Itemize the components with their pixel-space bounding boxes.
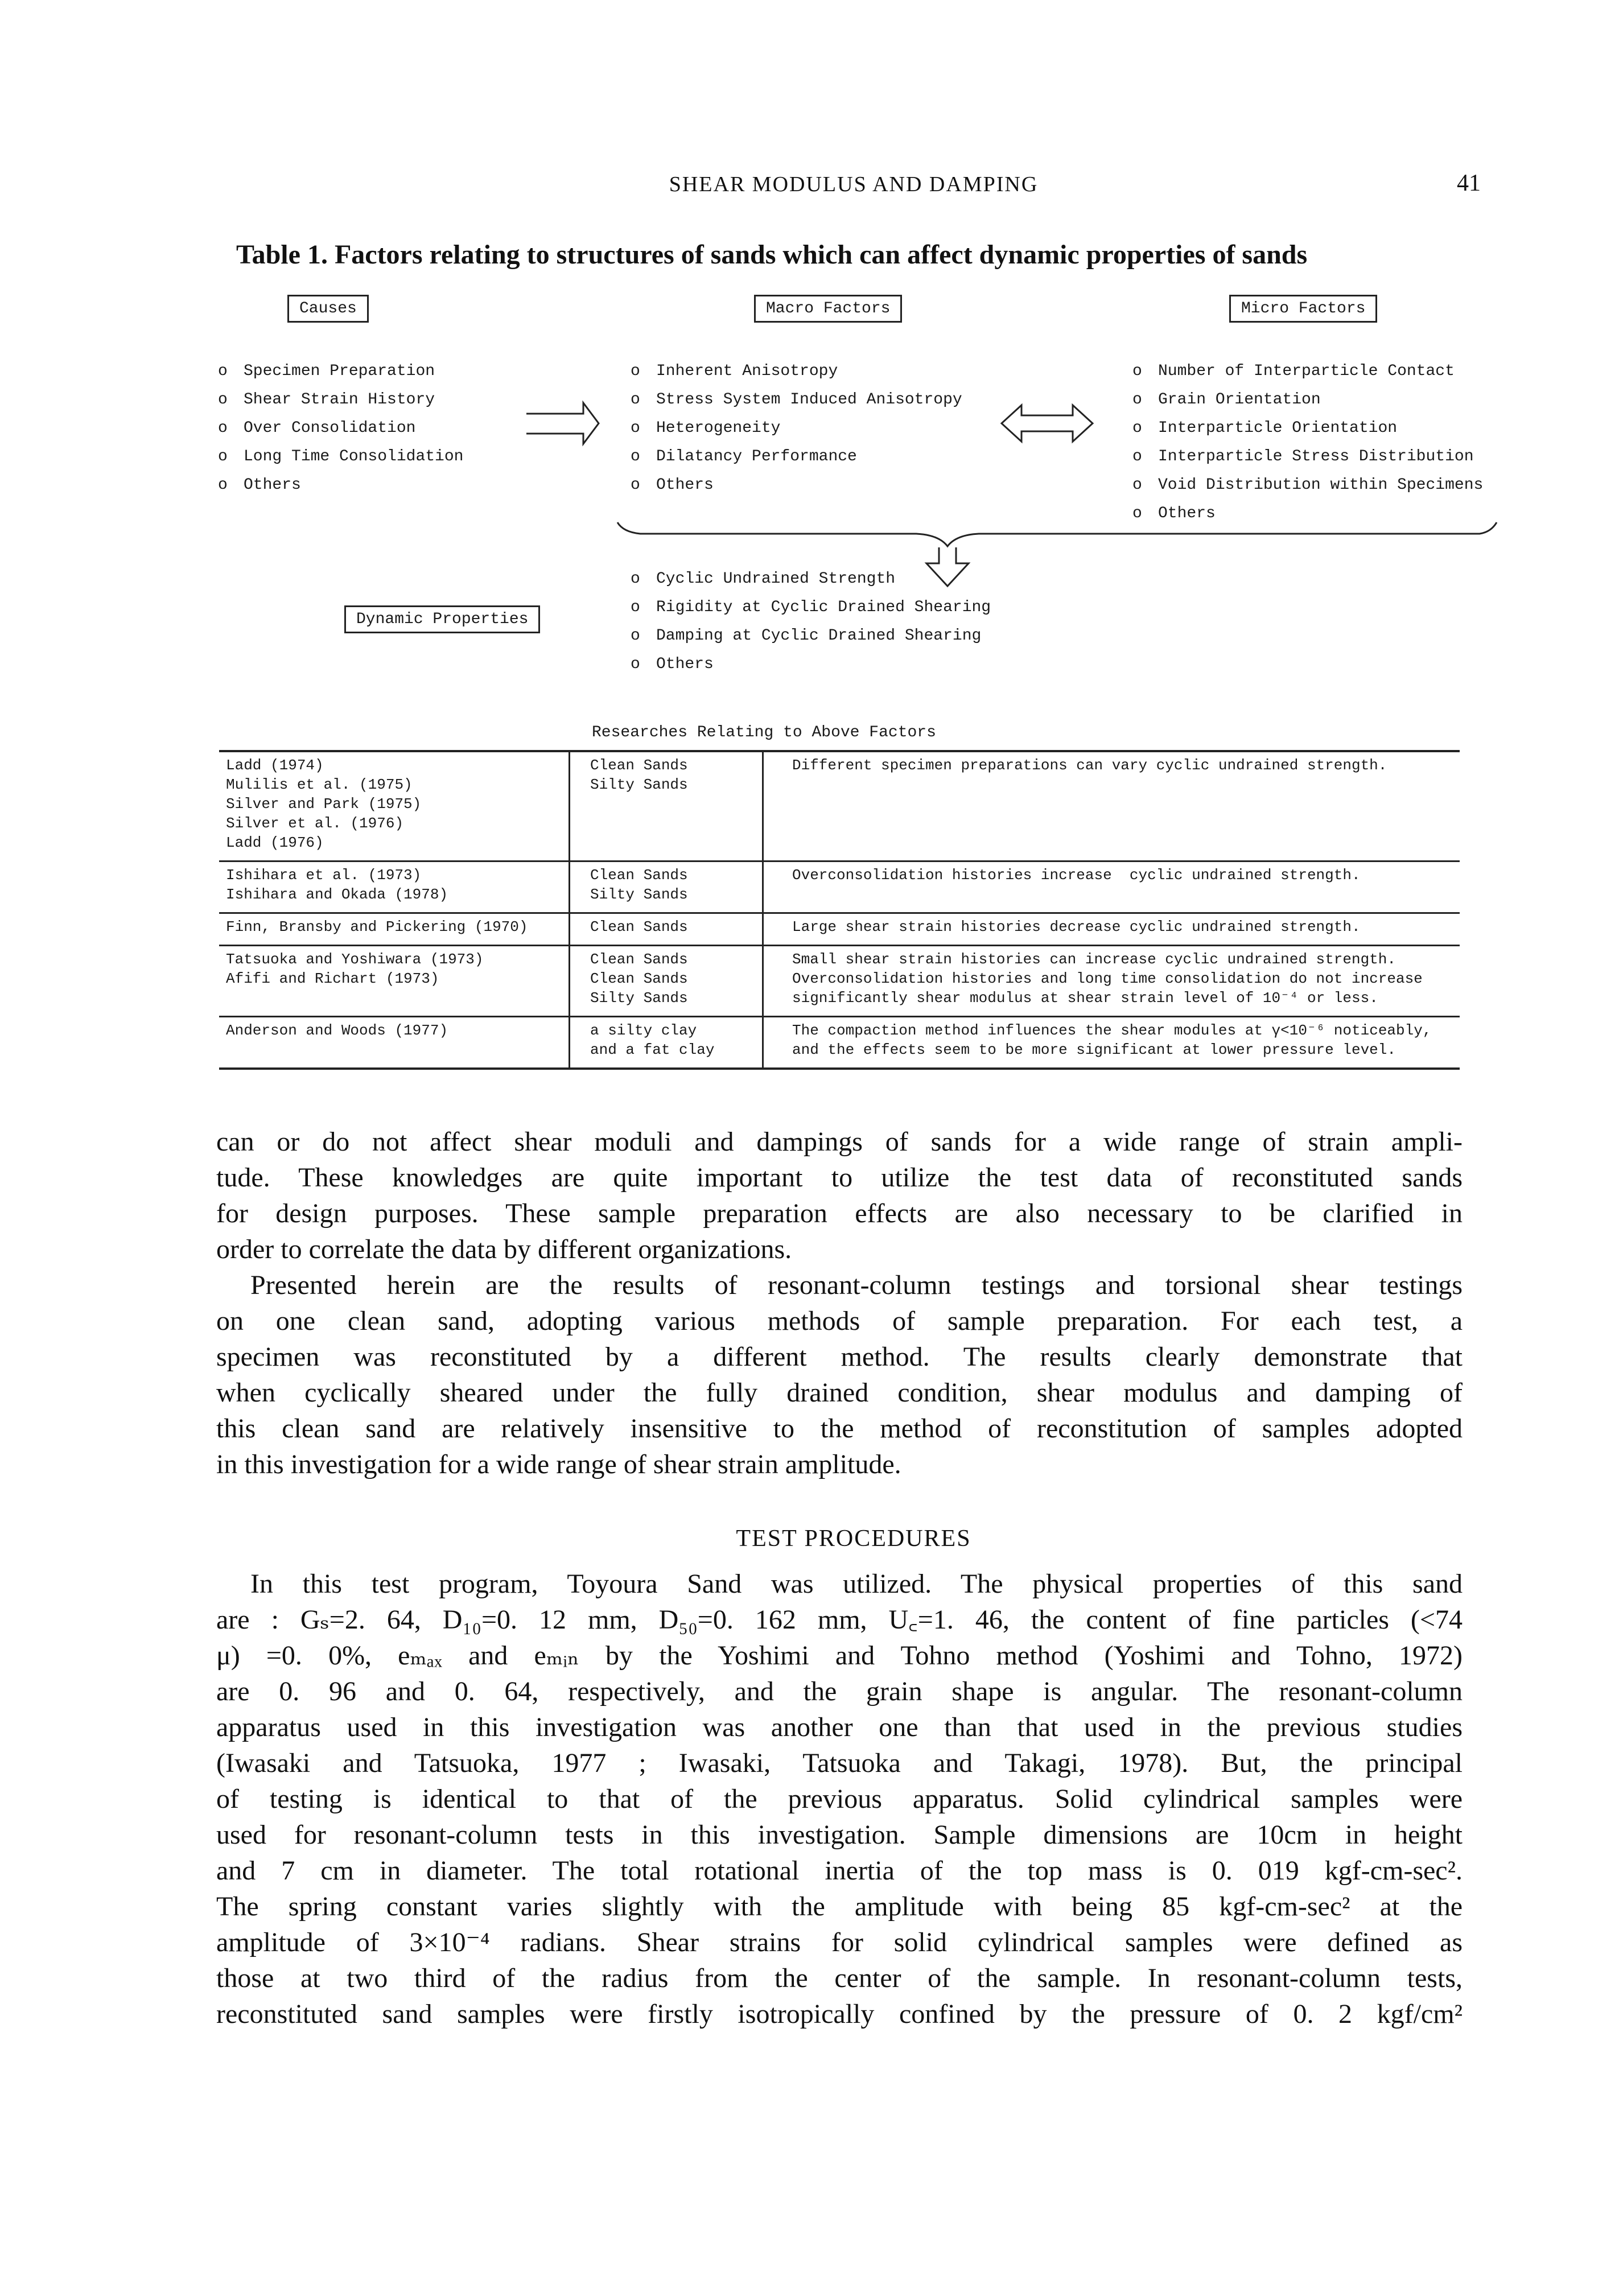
- findings-cell: [763, 913, 1460, 946]
- text-line: for design purposes. These sample preparation effects are also necessary to be clarified in: [216, 1198, 1463, 1229]
- findings-cell: [763, 946, 1460, 1017]
- cell-line: Ishihara et al. (1973): [226, 867, 422, 884]
- cell-line: Different specimen preparations can vary cyclic undrained strength.: [792, 757, 1387, 774]
- references-cell: [219, 913, 570, 946]
- table-row: [219, 1017, 1460, 1069]
- list-item: o Shear Strain History: [218, 386, 463, 414]
- cell-line: Clean Sands: [590, 918, 688, 935]
- cell-line: Silty Sands: [590, 886, 688, 903]
- cell-line: Anderson and Woods (1977): [226, 1022, 448, 1039]
- bullet: o: [631, 599, 640, 616]
- bullet: o: [631, 570, 640, 588]
- list-item: o Interparticle Stress Distribution: [1132, 443, 1483, 471]
- text-line: The spring constant varies slightly with the amplitude with being 85 kgf-cm-sec² at the: [216, 1891, 1463, 1922]
- list-item: o Dilatancy Performance: [631, 443, 962, 471]
- research-table: [219, 750, 1460, 1070]
- findings-cell: [763, 751, 1460, 861]
- table-row: [219, 861, 1460, 913]
- paragraph-1: [216, 1124, 1463, 1267]
- soil-type-cell: [570, 946, 763, 1017]
- list-item: o Cyclic Undrained Strength: [631, 565, 991, 593]
- cell-line: Small shear strain histories can increase cyclic undrained strength.: [792, 951, 1396, 968]
- cell-line: The compaction method influences the shear modules at γ<10⁻⁶ noticeably,: [792, 1022, 1432, 1039]
- text-line: Presented herein are the results of resonant-column testings and torsional shear testings: [250, 1270, 1463, 1300]
- table-row: [219, 751, 1460, 861]
- bullet: o: [218, 391, 228, 409]
- cell-line: Silty Sands: [590, 990, 688, 1007]
- text-line: tude. These knowledges are quite important to utilize the test data of reconstituted sands: [216, 1163, 1463, 1193]
- right-arrow-icon: [526, 403, 599, 444]
- text-line: can or do not affect shear moduli and dampings of sands for a wide range of strain ampli-: [216, 1127, 1463, 1157]
- research-heading: Researches Relating to Above Factors: [592, 724, 936, 741]
- list-item: o Heterogeneity: [631, 414, 962, 443]
- cell-line: Mulilis et al. (1975): [226, 776, 413, 793]
- findings-cell: [763, 861, 1460, 913]
- text-line: on one clean sand, adopting various methods of sample preparation. For each test, a: [216, 1306, 1463, 1336]
- text-line: order to correlate the data by different organizations.: [216, 1234, 792, 1264]
- list-item: o Others: [631, 471, 962, 500]
- list-item: o Void Distribution within Specimens: [1132, 471, 1483, 500]
- bullet: o: [631, 419, 640, 437]
- soil-type-cell: [570, 861, 763, 913]
- references-cell: [219, 751, 570, 861]
- soil-type-cell: [570, 1017, 763, 1069]
- cell-line: Clean Sands: [590, 951, 688, 968]
- bullet: o: [218, 419, 228, 437]
- cell-line: Ishihara and Okada (1978): [226, 886, 448, 903]
- dynamic-properties-box: Dynamic Properties: [344, 605, 540, 633]
- soil-type-cell: [570, 913, 763, 946]
- text-line: and 7 cm in diameter. The total rotational inertia of the top mass is 0. 019 kgf-cm-sec².: [216, 1856, 1463, 1886]
- cell-line: Finn, Bransby and Pickering (1970): [226, 918, 528, 935]
- bullet: o: [631, 627, 640, 645]
- list-item: o Others: [1132, 500, 1483, 528]
- paragraph-3: [216, 1566, 1463, 2032]
- bullet: o: [631, 476, 640, 494]
- cell-line: Clean Sands: [590, 757, 688, 774]
- list-item: o Long Time Consolidation: [218, 443, 463, 471]
- list-item: o Damping at Cyclic Drained Shearing: [631, 622, 991, 650]
- bullet: o: [1132, 448, 1142, 465]
- list-item: o Others: [218, 471, 463, 500]
- text-line: are 0. 96 and 0. 64, respectively, and the grain shape is angular. The resonant-column: [216, 1676, 1463, 1706]
- cell-line: significantly shear modulus at shear strain level of 10⁻⁴ or less.: [792, 990, 1378, 1007]
- text-line: reconstituted sand samples were firstly isotropically confined by the pressure of 0. 2 kgf/cm²: [216, 1999, 1463, 2029]
- brace-icon: [617, 522, 1497, 546]
- bullet: o: [1132, 419, 1142, 437]
- references-cell: [219, 946, 570, 1017]
- bullet: o: [631, 656, 640, 673]
- list-item: o Interparticle Orientation: [1132, 414, 1483, 443]
- text-line: μ) =0. 0%, eₘₐₓ and eₘᵢₙ by the Yoshimi and Tohno method (Yoshimi and Tohno, 1972): [216, 1640, 1463, 1671]
- cell-line: Clean Sands: [590, 970, 688, 987]
- references-cell: [219, 1017, 570, 1069]
- text-line: amplitude of 3×10⁻⁴ radians. Shear strains for solid cylindrical samples were defined as: [216, 1927, 1463, 1957]
- table-row: [219, 913, 1460, 946]
- list-item: o Stress System Induced Anisotropy: [631, 386, 962, 414]
- cell-line: Ladd (1974): [226, 757, 324, 774]
- bullet: o: [631, 362, 640, 380]
- table-row: [219, 946, 1460, 1017]
- cell-line: and the effects seem to be more significant at lower pressure level.: [792, 1041, 1396, 1058]
- bullet: o: [631, 448, 640, 465]
- micro-factors-box: Micro Factors: [1229, 295, 1377, 323]
- bullet: o: [631, 391, 640, 409]
- list-item: o Over Consolidation: [218, 414, 463, 443]
- text-line: those at two third of the radius from the center of the sample. In resonant-column tests,: [216, 1963, 1463, 1993]
- paragraph-2: [216, 1267, 1463, 1482]
- cell-line: Overconsolidation histories increase cyclic undrained strength.: [792, 867, 1361, 884]
- table-caption: Table 1. Factors relating to structures of sands which can affect dynamic properties of sands: [236, 240, 1308, 270]
- bullet: o: [218, 476, 228, 494]
- text-line: this clean sand are relatively insensitive to the method of reconstitution of samples adopted: [216, 1413, 1463, 1444]
- text-line: used for resonant-column tests in this investigation. Sample dimensions are 10cm in height: [216, 1820, 1463, 1850]
- list-item: o Rigidity at Cyclic Drained Shearing: [631, 593, 991, 622]
- text-line: apparatus used in this investigation was another one than that used in the previous studies: [216, 1712, 1463, 1742]
- running-title: SHEAR MODULUS AND DAMPING: [669, 172, 1039, 196]
- text-line: specimen was reconstituted by a different method. The results clearly demonstrate that: [216, 1342, 1463, 1372]
- findings-cell: [763, 1017, 1460, 1069]
- cell-line: Tatsuoka and Yoshiwara (1973): [226, 951, 484, 968]
- cell-line: Silty Sands: [590, 776, 688, 793]
- bullet: o: [1132, 391, 1142, 409]
- cell-line: and a fat clay: [590, 1041, 715, 1058]
- section-heading: TEST PROCEDURES: [736, 1526, 971, 1552]
- list-item: o Others: [631, 650, 991, 679]
- text-line: In this test program, Toyoura Sand was utilized. The physical properties of this sand: [250, 1569, 1463, 1599]
- cell-line: Clean Sands: [590, 867, 688, 884]
- page-number: 41: [1457, 170, 1481, 196]
- cell-line: Ladd (1976): [226, 834, 324, 851]
- text-line: of testing is identical to that of the previous apparatus. Solid cylindrical samples were: [216, 1784, 1463, 1814]
- bullet: o: [1132, 362, 1142, 380]
- bullet: o: [218, 448, 228, 465]
- text-line: when cyclically sheared under the fully drained condition, shear modulus and damping of: [216, 1378, 1463, 1408]
- cell-line: Overconsolidation histories and long time consolidation do not increase: [792, 970, 1423, 987]
- list-item: o Number of Interparticle Contact: [1132, 357, 1483, 386]
- text-line: are : Gₛ=2. 64, D₁₀=0. 12 mm, D₅₀=0. 162 mm, U꜀=1. 46, the content of fine particles (<74: [216, 1605, 1463, 1635]
- text-line: in this investigation for a wide range of shear strain amplitude.: [216, 1449, 901, 1479]
- dynamic-properties-list: [631, 565, 991, 679]
- bullet: o: [1132, 505, 1142, 522]
- references-cell: [219, 861, 570, 913]
- soil-type-cell: [570, 751, 763, 861]
- causes-box: Causes: [287, 295, 369, 323]
- list-item: o Grain Orientation: [1132, 386, 1483, 414]
- bullet: o: [1132, 476, 1142, 494]
- text-line: (Iwasaki and Tatsuoka, 1977 ; Iwasaki, Tatsuoka and Takagi, 1978). But, the principal: [216, 1748, 1463, 1778]
- list-item: o Inherent Anisotropy: [631, 357, 962, 386]
- cell-line: Silver et al. (1976): [226, 815, 404, 832]
- macro-factors-box: Macro Factors: [754, 295, 902, 323]
- bullet: o: [218, 362, 228, 380]
- list-item: o Specimen Preparation: [218, 357, 463, 386]
- double-arrow-icon: [1002, 405, 1093, 442]
- cell-line: Silver and Park (1975): [226, 795, 422, 813]
- cell-line: a silty clay: [590, 1022, 697, 1039]
- cell-line: Afifi and Richart (1973): [226, 970, 439, 987]
- cell-line: Large shear strain histories decrease cyclic undrained strength.: [792, 918, 1361, 935]
